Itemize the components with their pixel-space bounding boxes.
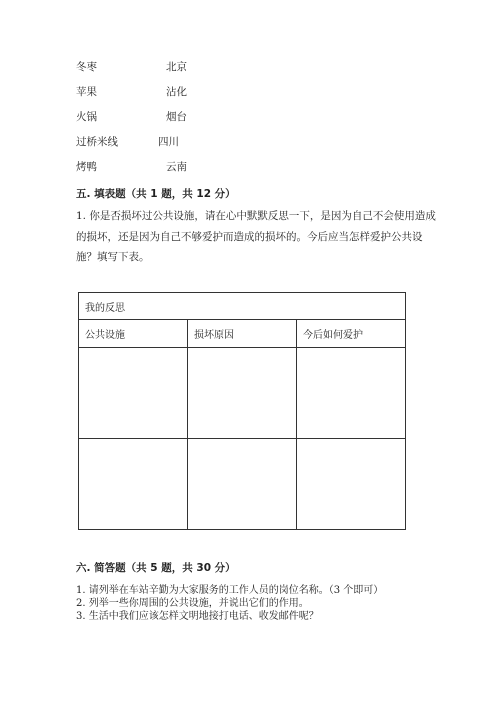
short-answer-question: 3. 生活中我们应该怎样文明地接打电话、收发邮件呢？	[76, 611, 319, 622]
match-right-item: 北京	[166, 61, 187, 73]
match-left-item: 过桥米线	[76, 136, 118, 148]
section-5-title: 五. 填表题（共 1 题，共 12 分）	[76, 188, 236, 200]
table-title: 我的反思	[79, 293, 406, 320]
match-left-item: 冬枣	[76, 61, 97, 73]
table-cell	[297, 348, 406, 439]
table-header: 公共设施	[79, 320, 188, 348]
table-cell	[188, 439, 297, 530]
table-cell	[79, 348, 188, 439]
short-answer-question: 2. 列举一些你周围的公共设施，并说出它们的作用。	[76, 598, 309, 609]
short-answer-question: 1. 请列举在车站辛勤为大家服务的工作人员的岗位名称。（3 个即可）	[76, 585, 384, 596]
match-right-item: 云南	[166, 161, 187, 173]
question-line: 1. 你是否损坏过公共设施，请在心中默默反思一下，是因为自己不会使用造成	[76, 210, 436, 222]
match-right-item: 沾化	[166, 86, 187, 98]
table-cell	[188, 348, 297, 439]
section-5-question	[76, 206, 436, 268]
table-header: 今后如何爱护	[297, 320, 406, 348]
question-line: 施？填写下表。	[76, 251, 150, 263]
match-left-item: 烤鸭	[76, 161, 97, 173]
question-line: 的损坏，还是因为自己不够爱护而造成的损坏的。今后应当怎样爱护公共设	[76, 230, 423, 243]
table-header: 损坏原因	[188, 320, 297, 348]
reflection-table	[78, 292, 406, 530]
match-right-item: 四川	[158, 136, 179, 148]
section-6-title: 六. 简答题（共 5 题，共 30 分）	[76, 562, 236, 574]
match-right-item: 烟台	[166, 111, 187, 123]
match-left-item: 火锅	[76, 111, 97, 123]
table-cell	[297, 439, 406, 530]
match-left-item: 苹果	[76, 86, 97, 98]
table-cell	[79, 439, 188, 530]
